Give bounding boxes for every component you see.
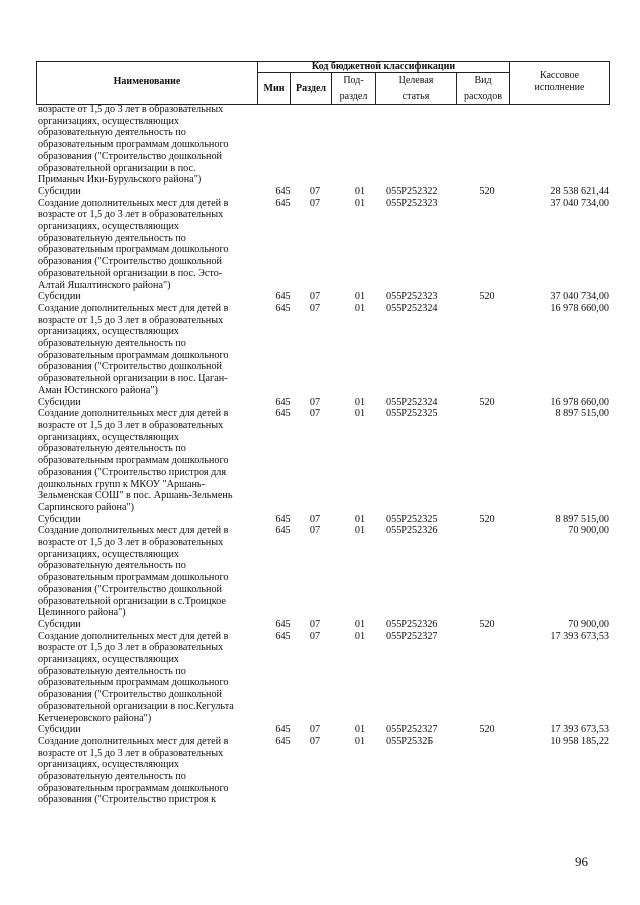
table-row: [0, 724, 640, 736]
table-row: [0, 514, 640, 526]
row-podrazdel: 01: [354, 630, 366, 642]
row-name: Субсидии: [38, 291, 81, 303]
table-row: [0, 198, 640, 292]
header-cash-label-2: исполнение: [534, 82, 585, 93]
header-vid-label-2: расходов: [464, 91, 502, 102]
row-name: Создание дополнительных мест для детей в возрасте от 1,5 до 3 лет в образовательных организациях, осуществляющих образовательную деятельность по образовательным программам дошкольного образования ("Строительство дошкольной образовательной организации в пос.Кегульта Кетченеровского района"): [38, 630, 234, 724]
row-podrazdel: 01: [354, 735, 366, 747]
row-amount: 16 978 660,00: [550, 302, 609, 314]
row-min: 645: [275, 513, 291, 525]
row-target: 055P252326: [386, 525, 438, 537]
row-name: Создание дополнительных мест для детей в возрасте от 1,5 до 3 лет в образовательных организациях, осуществляющих образовательную деятельность по образовательным программам дошкольного образования ("Строительство пристроя для дошкольных групп к МКОУ "Аршань- Зельменская СОШ" в пос. Аршань-Зельмень Сарпинского района"): [38, 408, 233, 513]
row-razdel: 07: [309, 197, 321, 209]
row-amount: 16 978 660,00: [550, 396, 609, 408]
row-target: 055P2532Б: [386, 735, 434, 747]
row-min: 645: [275, 735, 291, 747]
page-number: 96: [575, 854, 588, 869]
row-amount: 70 900,00: [568, 525, 609, 537]
row-podrazdel: 01: [354, 302, 366, 314]
row-vid: 520: [479, 513, 495, 525]
row-name: Создание дополнительных мест для детей в возрасте от 1,5 до 3 лет в образовательных организациях, осуществляющих образовательную деятельность по образовательным программам дошкольного образования ("Строительство пристроя к: [38, 735, 229, 806]
row-target: 055P252324: [386, 396, 438, 408]
row-amount: 8 897 515,00: [555, 408, 609, 420]
row-target: 055P252323: [386, 197, 438, 209]
table-row: [0, 619, 640, 631]
header-podrazdel-label-2: раздел: [339, 91, 368, 102]
header-podrazdel-label-1: Под-: [343, 75, 364, 86]
row-vid: 520: [479, 185, 495, 197]
row-target: 055P252327: [386, 630, 438, 642]
row-target: 055P252322: [386, 185, 438, 197]
row-vid: 520: [479, 291, 495, 303]
row-amount: 17 393 673,53: [550, 724, 609, 736]
row-name: возрасте от 1,5 до 3 лет в образовательных организациях, осуществляющих образовательную деятельность по образовательным программам дошкольного образования ("Строительство дошкольной образовательной организации в пос. Приманыч Ики-Бурульского района"): [38, 104, 229, 186]
row-vid: 520: [479, 618, 495, 630]
row-amount: 17 393 673,53: [550, 630, 609, 642]
row-min: 645: [275, 302, 291, 314]
header-min-label: Мин: [263, 83, 285, 94]
row-amount: 37 040 734,00: [550, 291, 609, 303]
row-target: 055P252326: [386, 618, 438, 630]
header-vid-label-1: Вид: [474, 75, 492, 86]
row-name: Создание дополнительных мест для детей в возрасте от 1,5 до 3 лет в образовательных организациях, осуществляющих образовательную деятельность по образовательным программам дошкольного образования ("Строительство дошкольной образовательной организации в пос. Эсто- Алтай Яшалтинского района"): [38, 197, 229, 291]
row-amount: 37 040 734,00: [550, 197, 609, 209]
row-podrazdel: 01: [354, 618, 366, 630]
table-row: [0, 525, 640, 619]
table-row: [0, 186, 640, 198]
row-min: 645: [275, 185, 291, 197]
header-name-label: Наименование: [113, 76, 181, 87]
row-podrazdel: 01: [354, 291, 366, 303]
row-name: Создание дополнительных мест для детей в возрасте от 1,5 до 3 лет в образовательных организациях, осуществляющих образовательную деятельность по образовательным программам дошкольного образования ("Строительство дошкольной образовательной организации в пос. Цаган- Аман Юстинского района"): [38, 302, 229, 396]
row-min: 645: [275, 525, 291, 537]
row-razdel: 07: [309, 513, 321, 525]
row-target: 055P252325: [386, 408, 438, 420]
table-row: [0, 397, 640, 409]
row-razdel: 07: [309, 525, 321, 537]
row-name: Субсидии: [38, 724, 81, 736]
row-target: 055P252327: [386, 724, 438, 736]
table-header: [36, 61, 610, 105]
row-vid: 520: [479, 724, 495, 736]
row-razdel: 07: [309, 618, 321, 630]
row-name: Создание дополнительных мест для детей в возрасте от 1,5 до 3 лет в образовательных организациях, осуществляющих образовательную деятельность по образовательным программам дошкольного образования ("Строительство дошкольной образовательной организации в с.Троицкое Целинного района"): [38, 525, 229, 619]
row-podrazdel: 01: [354, 197, 366, 209]
row-razdel: 07: [309, 302, 321, 314]
row-podrazdel: 01: [354, 513, 366, 525]
table-row: [0, 631, 640, 725]
header-budget-code-label: Код бюджетной классификации: [311, 61, 456, 72]
table-row: [0, 408, 640, 513]
row-min: 645: [275, 630, 291, 642]
row-min: 645: [275, 724, 291, 736]
table-row: [0, 104, 640, 186]
row-podrazdel: 01: [354, 525, 366, 537]
row-podrazdel: 01: [354, 185, 366, 197]
row-razdel: 07: [309, 408, 321, 420]
row-podrazdel: 01: [354, 408, 366, 420]
header-cash-label-1: Кассовое: [539, 70, 580, 81]
row-target: 055P252324: [386, 302, 438, 314]
row-razdel: 07: [309, 630, 321, 642]
row-amount: 8 897 515,00: [555, 513, 609, 525]
header-target-label-2: статья: [402, 91, 430, 102]
row-name: Субсидии: [38, 396, 81, 408]
row-min: 645: [275, 408, 291, 420]
table-row: [0, 291, 640, 303]
row-min: 645: [275, 197, 291, 209]
row-name: Субсидии: [38, 513, 81, 525]
row-vid: 520: [479, 396, 495, 408]
header-razdel-label: Раздел: [295, 83, 327, 94]
header-target-label-1: Целевая: [398, 75, 434, 86]
row-name: Субсидии: [38, 618, 81, 630]
row-podrazdel: 01: [354, 396, 366, 408]
row-podrazdel: 01: [354, 724, 366, 736]
table-row: [0, 736, 640, 806]
row-razdel: 07: [309, 291, 321, 303]
table-body: [0, 104, 640, 806]
row-min: 645: [275, 291, 291, 303]
row-target: 055P252323: [386, 291, 438, 303]
table-row: [0, 303, 640, 397]
row-name: Субсидии: [38, 185, 81, 197]
row-razdel: 07: [309, 396, 321, 408]
row-razdel: 07: [309, 735, 321, 747]
row-target: 055P252325: [386, 513, 438, 525]
row-razdel: 07: [309, 185, 321, 197]
row-min: 645: [275, 396, 291, 408]
row-amount: 10 958 185,22: [550, 735, 609, 747]
row-amount: 70 900,00: [568, 618, 609, 630]
row-razdel: 07: [309, 724, 321, 736]
row-min: 645: [275, 618, 291, 630]
row-amount: 28 538 621,44: [550, 185, 609, 197]
